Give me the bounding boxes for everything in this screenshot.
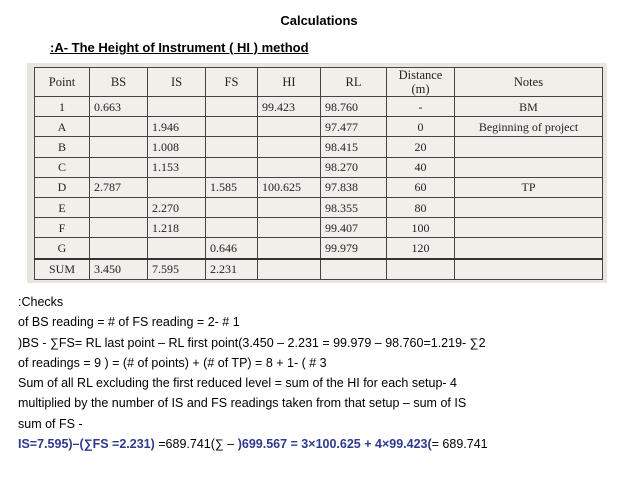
- table-row: [35, 177, 603, 197]
- checks-heading: :Checks: [18, 295, 64, 309]
- table-cell: TP: [455, 177, 603, 197]
- table-cell: 98.270: [321, 157, 387, 177]
- table-cell: 1.153: [148, 157, 206, 177]
- table-cell: 60: [387, 177, 455, 197]
- table-cell: [258, 137, 321, 157]
- header-point: Point: [35, 68, 90, 97]
- check-line-3: of readings = 9 ) = (# of points) + (# of TP) = 8 + 1- ( # 3: [18, 355, 327, 370]
- hi-method-table: [34, 67, 603, 280]
- table-cell: BM: [455, 97, 603, 117]
- table-cell: 97.838: [321, 177, 387, 197]
- check-line-7-part-d: = 689.741: [431, 437, 488, 452]
- table-cell: [455, 157, 603, 177]
- table-cell: Beginning of project: [455, 117, 603, 137]
- table-cell: 99.423: [258, 97, 321, 117]
- table-cell: C: [35, 157, 90, 177]
- header-is: IS: [148, 68, 206, 97]
- table-cell: 2.270: [148, 197, 206, 217]
- table-cell: 2.787: [90, 177, 148, 197]
- table-cell: [90, 218, 148, 238]
- table-cell: 20: [387, 137, 455, 157]
- table-row: [35, 117, 603, 137]
- table-cell: 100.625: [258, 177, 321, 197]
- table-cell: 100: [387, 218, 455, 238]
- table-cell: [258, 197, 321, 217]
- header-distance: Distance (m): [387, 68, 455, 97]
- table-cell: 1.218: [148, 218, 206, 238]
- table-cell: 98.355: [321, 197, 387, 217]
- table-cell: SUM: [35, 259, 90, 280]
- header-fs: FS: [206, 68, 258, 97]
- table-cell: [258, 238, 321, 259]
- table-cell: [387, 259, 455, 280]
- table-cell: 0.646: [206, 238, 258, 259]
- table-cell: [90, 157, 148, 177]
- header-rl: RL: [321, 68, 387, 97]
- table-cell: -: [387, 97, 455, 117]
- table-cell: 99.407: [321, 218, 387, 238]
- table-cell: 97.477: [321, 117, 387, 137]
- table-cell: 0: [387, 117, 455, 137]
- table-cell: [206, 218, 258, 238]
- table-cell: [148, 177, 206, 197]
- table-cell: F: [35, 218, 90, 238]
- table-row: [35, 97, 603, 117]
- table-cell: [90, 117, 148, 137]
- table-cell: [206, 197, 258, 217]
- table-cell: [206, 157, 258, 177]
- table-cell: 1: [35, 97, 90, 117]
- check-line-7: [18, 434, 628, 454]
- check-line-1: of BS reading = # of FS reading = 2- # 1: [18, 315, 240, 330]
- table-cell: 1.008: [148, 137, 206, 157]
- table-cell: G: [35, 238, 90, 259]
- table-cell: 98.760: [321, 97, 387, 117]
- page-title: Calculations: [280, 13, 358, 28]
- table-cell: [90, 197, 148, 217]
- section-subtitle: :A- The Height of Instrument ( HI ) method: [50, 40, 309, 55]
- table-cell: [148, 238, 206, 259]
- table-cell: [258, 218, 321, 238]
- table-cell: [258, 157, 321, 177]
- table-cell: 3.450: [90, 259, 148, 280]
- table-cell: [258, 259, 321, 280]
- table-cell: [455, 238, 603, 259]
- table-cell: 2.231: [206, 259, 258, 280]
- table-cell: B: [35, 137, 90, 157]
- check-line-6: sum of FS -: [18, 416, 83, 431]
- table-cell: D: [35, 177, 90, 197]
- header-hi: HI: [258, 68, 321, 97]
- check-line-7-part-b: =689.741(∑ –: [158, 437, 238, 452]
- table-cell: [206, 97, 258, 117]
- table-cell: [90, 238, 148, 259]
- header-bs: BS: [90, 68, 148, 97]
- table-cell: [455, 259, 603, 280]
- table-cell: 1.946: [148, 117, 206, 137]
- checks-section: [18, 292, 628, 454]
- table-cell: 98.415: [321, 137, 387, 157]
- table-cell: [206, 137, 258, 157]
- table-cell: E: [35, 197, 90, 217]
- table-sum-row: [35, 259, 603, 280]
- table-cell: [90, 137, 148, 157]
- table-row: [35, 197, 603, 217]
- check-line-2: )BS - ∑FS= RL last point – RL first point(3.450 – 2.231 = 99.979 – 98.760=1.219- ∑2: [18, 335, 486, 350]
- table-cell: 120: [387, 238, 455, 259]
- table-cell: [258, 117, 321, 137]
- table-cell: A: [35, 117, 90, 137]
- table-cell: 80: [387, 197, 455, 217]
- check-line-4: Sum of all RL excluding the first reduced level = sum of the HI for each setup- 4: [18, 376, 457, 391]
- table-cell: [148, 97, 206, 117]
- table-cell: [206, 117, 258, 137]
- check-line-7-part-a: IS=7.595)–(∑FS =2.231): [18, 437, 159, 452]
- table-cell: [455, 197, 603, 217]
- table-cell: 0.663: [90, 97, 148, 117]
- table-cell: [455, 218, 603, 238]
- header-notes: Notes: [455, 68, 603, 97]
- table-cell: [321, 259, 387, 280]
- table-cell: [455, 137, 603, 157]
- table-row: [35, 157, 603, 177]
- check-line-5: multiplied by the number of IS and FS readings taken from that setup – sum of IS: [18, 396, 467, 411]
- table-cell: 99.979: [321, 238, 387, 259]
- table-row: [35, 218, 603, 238]
- table-cell: 1.585: [206, 177, 258, 197]
- check-line-7-part-c: )699.567 = 3×100.625 + 4×99.423(: [237, 437, 432, 452]
- table-row: [35, 137, 603, 157]
- table-row: [35, 238, 603, 259]
- table-cell: 7.595: [148, 259, 206, 280]
- table-header-row: [35, 68, 603, 97]
- table-cell: 40: [387, 157, 455, 177]
